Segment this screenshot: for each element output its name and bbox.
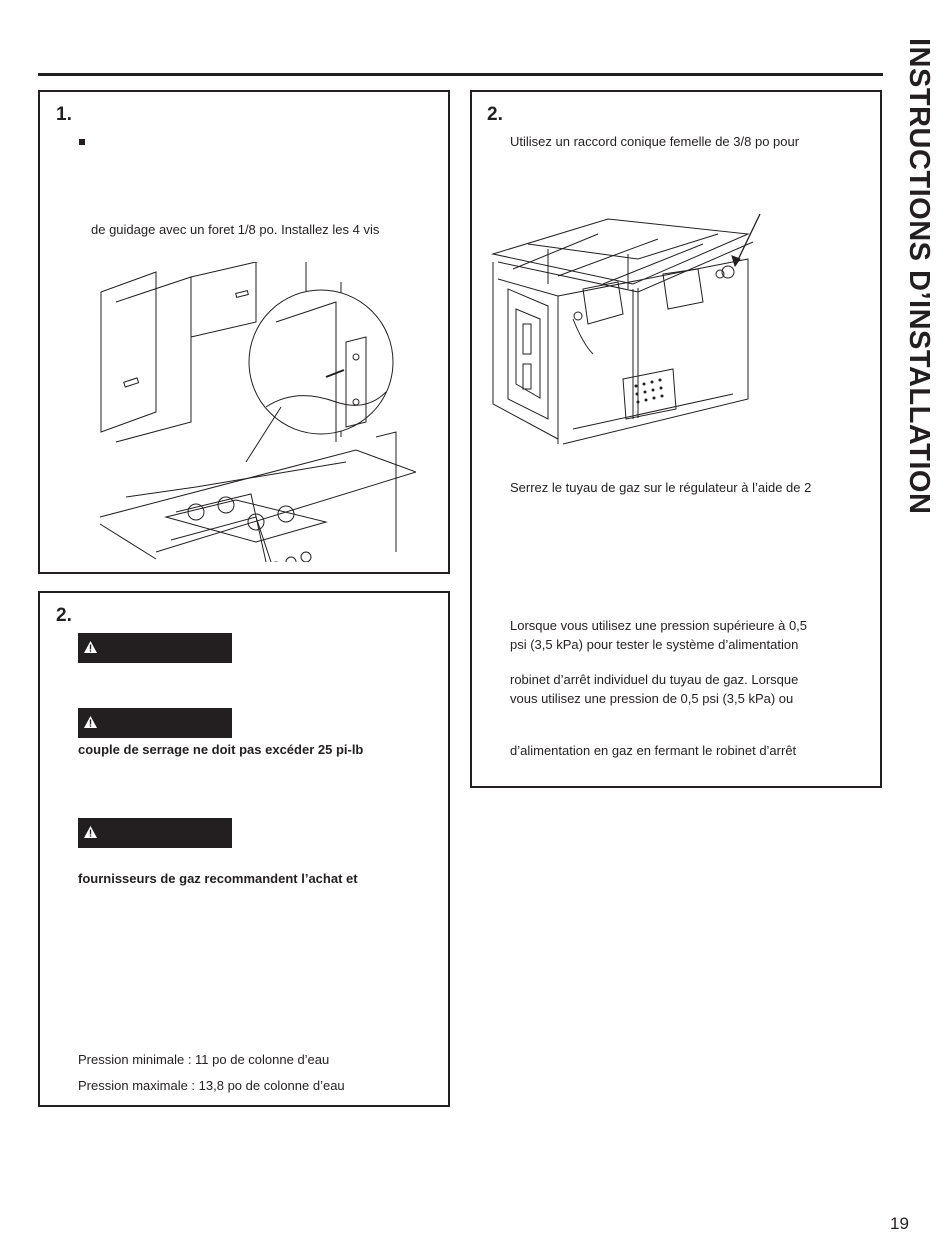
step-number: 2. [56, 605, 72, 626]
page-number: 19 [890, 1214, 909, 1233]
bold-text: fournisseurs de gaz recommandent l’achat et [78, 871, 358, 886]
range-rear-gas-connection-illustration [488, 214, 778, 474]
step-number: 1. [56, 104, 72, 125]
text-line: Utilisez un raccord conique femelle de 3/8 po pour [510, 134, 800, 149]
text-line: vous utilisez une pression de 0,5 psi (3,5 kPa) ou [510, 691, 794, 706]
top-rule [38, 73, 883, 76]
text-line: robinet d’arrêt individuel du tuyau de gaz. Lorsque [510, 672, 799, 687]
side-title: INSTRUCTIONS D’INSTALLATION [903, 38, 935, 515]
warning-banner [78, 818, 232, 848]
step-box-2-left [38, 591, 450, 1107]
warning-banner [78, 708, 232, 738]
step-box-2-right [470, 90, 882, 788]
text-line: d’alimentation en gaz en fermant le robinet d’arrêt [510, 743, 797, 758]
step-number: 2. [487, 104, 503, 125]
warning-icon [84, 826, 97, 838]
range-install-illustration [96, 262, 416, 562]
warning-icon [84, 641, 97, 653]
text-line: Lorsque vous utilisez une pression supérieure à 0,5 [510, 618, 808, 633]
warning-banner [78, 633, 232, 663]
bold-text: couple de serrage ne doit pas excéder 25 pi-lb [78, 742, 364, 757]
text-line: de guidage avec un foret 1/8 po. Installez les 4 vis [91, 222, 380, 237]
warning-icon [84, 716, 97, 728]
step-box-1 [38, 90, 450, 574]
pressure-max: Pression maximale : 13,8 po de colonne d’eau [78, 1078, 345, 1093]
bullet [79, 139, 85, 145]
text-line: Serrez le tuyau de gaz sur le régulateur à l’aide de 2 [510, 480, 812, 495]
pressure-min: Pression minimale : 11 po de colonne d’eau [78, 1052, 330, 1067]
text-line: psi (3,5 kPa) pour tester le système d’alimentation [510, 637, 799, 652]
